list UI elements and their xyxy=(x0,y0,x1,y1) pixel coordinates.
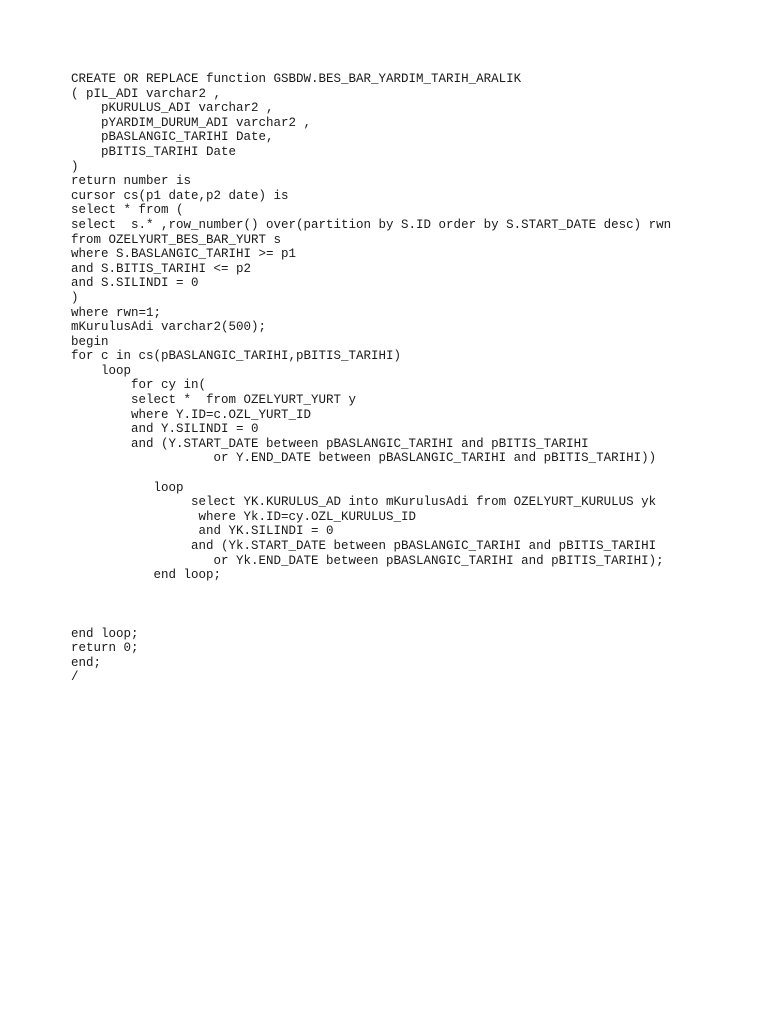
code-line: CREATE OR REPLACE function GSBDW.BES_BAR_YARDIM_TARIH_ARALIK xyxy=(71,72,522,86)
code-line: and (Y.START_DATE between pBASLANGIC_TARIHI and pBITIS_TARIHI xyxy=(71,436,589,451)
code-line: / xyxy=(71,670,79,685)
code-line: where rwn=1; xyxy=(71,305,162,320)
code-line: and S.SILINDI = 0 xyxy=(71,276,199,291)
code-line: loop xyxy=(71,363,132,378)
code-line: cursor cs(p1 date,p2 date) is xyxy=(71,188,289,203)
code-line: pBITIS_TARIHI Date xyxy=(71,144,237,159)
code-line: mKurulusAdi varchar2(500); xyxy=(71,320,267,335)
code-line xyxy=(71,612,671,627)
code-line: select * from OZELYURT_YURT y xyxy=(71,393,357,408)
code-line: return number is xyxy=(71,174,192,189)
code-line: ( pIL_ADI varchar2 , xyxy=(71,86,222,101)
code-line: for cy in( xyxy=(71,378,207,393)
code-line: pBASLANGIC_TARIHI Date, xyxy=(71,130,274,145)
code-line: where Y.ID=c.OZL_YURT_ID xyxy=(71,407,312,422)
code-line: end loop; xyxy=(71,626,139,641)
sql-code-block xyxy=(71,72,671,685)
code-line: for c in cs(pBASLANGIC_TARIHI,pBITIS_TARIHI) xyxy=(71,349,402,364)
code-line: select * from ( xyxy=(71,203,184,218)
code-line: ) xyxy=(71,159,79,174)
code-line: end; xyxy=(71,655,102,670)
code-line: end loop; xyxy=(71,568,222,583)
code-line: from OZELYURT_BES_BAR_YURT s xyxy=(71,232,282,247)
code-line: begin xyxy=(71,334,109,349)
code-line xyxy=(71,597,671,612)
code-line: where S.BASLANGIC_TARIHI >= p1 xyxy=(71,247,297,262)
code-line: pKURULUS_ADI varchar2 , xyxy=(71,101,274,116)
code-line: return 0; xyxy=(71,641,139,656)
code-line: loop xyxy=(71,480,184,495)
code-line xyxy=(71,466,671,481)
code-line: and (Yk.START_DATE between pBASLANGIC_TARIHI and pBITIS_TARIHI xyxy=(71,539,657,553)
code-line: pYARDIM_DURUM_ADI varchar2 , xyxy=(71,115,312,130)
code-line: ) xyxy=(71,290,79,305)
code-line: or Y.END_DATE between pBASLANGIC_TARIHI and pBITIS_TARIHI)) xyxy=(71,451,657,466)
code-line: and Y.SILINDI = 0 xyxy=(71,422,259,437)
code-line: select s.* ,row_number() over(partition by S.ID order by S.START_DATE desc) rwn xyxy=(71,217,672,232)
code-line xyxy=(71,583,671,598)
code-line: select YK.KURULUS_AD into mKurulusAdi from OZELYURT_KURULUS yk xyxy=(71,495,657,510)
code-line: where Yk.ID=cy.OZL_KURULUS_ID xyxy=(71,509,417,524)
code-line: and S.BITIS_TARIHI <= p2 xyxy=(71,261,252,276)
code-line: and YK.SILINDI = 0 xyxy=(71,524,334,539)
code-line: or Yk.END_DATE between pBASLANGIC_TARIHI and pBITIS_TARIHI); xyxy=(71,553,664,568)
